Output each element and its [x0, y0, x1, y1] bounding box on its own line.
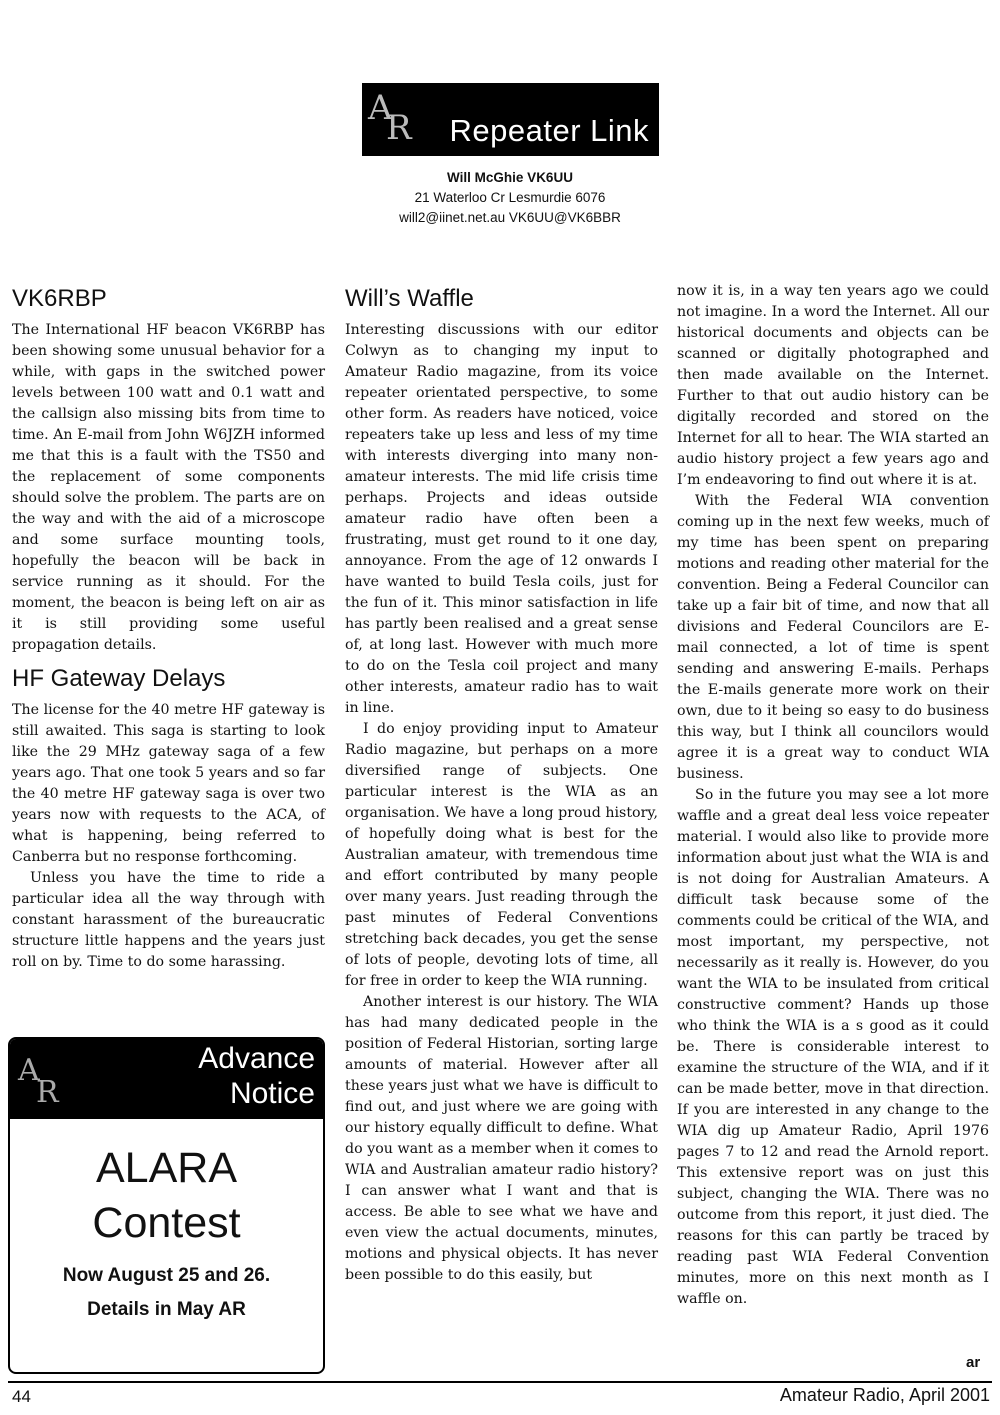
- paragraph: Another interest is our history. The WIA has had many dedicated people in the position of Federal Historian, sorting large amounts of material. However after all these years just what we have is difficult to find out, and just where we are going with our history equally difficult to define. What do you want as a member when it comes to WIA and Australian amateur radio history? I can answer what I want and that is access. Be able to see what we have and even view the actual documents, minutes, motions and physical objects. It has never been possible to do this easily, but: [345, 994, 658, 1283]
- logo-letter-r: R: [36, 1075, 59, 1110]
- end-mark: ar: [966, 1354, 981, 1371]
- paragraph: Unless you have the time to ride a particular idea all the way through with constant harassment of the bureaucratic structure little happens and the years just roll on by. Time to do some harassing.: [12, 870, 325, 970]
- advance-label: Advance: [198, 1042, 315, 1075]
- column-3: [677, 281, 989, 1310]
- paragraph: The license for the 40 metre HF gateway is still awaited. This saga is starting to look like the 29 MHz gateway saga of a few years ago. That one took 5 years and so far the 40 metre HF gateway saga is over two years now with requests to the ACA, of what is happening, being referred to Canberra but no response forthcoming.: [12, 702, 325, 865]
- publication-info: Amateur Radio, April 2001: [779, 1385, 990, 1405]
- author-name: Will McGhie VK6UU: [447, 170, 573, 185]
- byline: [360, 168, 660, 228]
- author-contact: will2@iinet.net.au VK6UU@VK6BBR: [399, 210, 621, 225]
- ar-logo: [18, 1053, 59, 1110]
- ar-logo: [368, 88, 412, 148]
- footer-rule: [8, 1381, 992, 1383]
- logo-letter-a: A: [18, 1053, 40, 1088]
- contest-dates: Now August 25 and 26.: [62, 1265, 271, 1286]
- contest-name: ALARA: [95, 1144, 237, 1192]
- notice-label: Notice: [229, 1077, 315, 1110]
- heading-hf-gateway-delays: HF Gateway Delays: [12, 665, 226, 692]
- paragraph: The International HF beacon VK6RBP has been showing some unusual behavior for a while, with gaps in the switched power levels between 100 watt and 0.1 watt and the callsign also missing bits from time to time. An E-mail from John W6JZH informed me that this is a fault with the TS50 and the replacement of some components should solve the problem. The parts are on the way and with the aid of a microscope and some surface mounting tools, hopefully the beacon will be back in service running as it should. For the moment, the beacon is being left on air as it is still providing some useful propagation details.: [12, 322, 325, 653]
- heading-wills-waffle: Will’s Waffle: [345, 285, 474, 312]
- column-2: [345, 282, 658, 1286]
- logo-letter-a: A: [368, 88, 393, 128]
- author-address: 21 Waterloo Cr Lesmurdie 6076: [414, 190, 606, 205]
- contest-label: Contest: [92, 1199, 241, 1247]
- logo-letter-r: R: [386, 108, 412, 148]
- advance-notice-band: [10, 1039, 323, 1119]
- paragraph: So in the future you may see a lot more waffle and a great deal less voice repeater material. I would also like to provide more information about just what the WIA is and is not doing for Australian Amateurs. A difficult task because some of the comments could be critical of the WIA, and most important, my perspective, not necessarily as it really is. However, do you want the WIA to be insulated from critical constructive comment? Hands up those who think the WIA is a s good as it could be. There is considerable interest to examine the structure of the WIA, and if it can be made better, move in that direction. If you are interested in any change to the WIA dig up Amateur Radio, April 1976 pages 7 to 12 and read the Arnold report. This extensive report was on just this subject, changing the WIA. There was no outcome from this report, it just died. The reasons for this can partly be traced by reading past WIA Federal Convention minutes, more on this next month as I waffle on.: [677, 787, 989, 1307]
- paragraph: now it is, in a way ten years ago we could not imagine. In a word the Internet. All our historical documents and objects can be scanned or digitally photographed and then made available on the Internet. Further to that out audio history can be digitally recorded and stored on the Internet for all to hear. The WIA started an audio history project a few years ago and I’m endeavoring to find out where it is at.: [677, 283, 989, 488]
- advance-notice-box: [8, 1037, 325, 1374]
- paragraph: With the Federal WIA convention coming up in the next few weeks, much of my time has been spent on preparing motions and reading other material for the convention. Being a Federal Councilor can take up a fair bit of time, and now that all divisions and Federal Councilors are E-mail connected, a lot of time is spent sending and answering E-mails. Perhaps the E-mails generate more work on their own, due to it being so easy to do business this way, but I think all councilors would agree it is a great way to conduct WIA business.: [677, 493, 989, 782]
- page-number: 44: [12, 1387, 31, 1406]
- column-title: Repeater Link: [449, 113, 649, 148]
- paragraph: I do enjoy providing input to Amateur Radio magazine, but perhaps on a more diversified range of subjects. One particular interest is the WIA as an organisation. We have a long proud history, of hopefully doing what is best for the Australian amateur, with tremendous time and effort contributed by many people over many years. Just reading through the past minutes of Federal Conventions stretching back decades, you get the sense of lots of people, devoting lots of time, all for free in order to keep the WIA running.: [345, 721, 658, 989]
- contest-details: Details in May AR: [87, 1299, 246, 1320]
- header-banner: [362, 83, 659, 156]
- paragraph: Interesting discussions with our editor Colwyn as to changing my input to Amateur Radio magazine, from its voice repeater orientated perspective, to some other form. As readers have noticed, voice repeaters take up less and less of my time with interests diverging into many non-amateur interests. The mid life crisis time perhaps. Projects and ideas outside amateur radio have often been a frustrating, must get round to it one day, annoyance. From the age of 12 onwards I have wanted to build Tesla coils, just for the fun of it. This minor satisfaction in life has partly been realised and a great sense of, at long last. However with much more to do on the Tesla coil project and many other interests, amateur radio has to wait in line.: [345, 322, 658, 716]
- column-1: [12, 282, 325, 973]
- heading-vk6rbp: VK6RBP: [12, 285, 107, 312]
